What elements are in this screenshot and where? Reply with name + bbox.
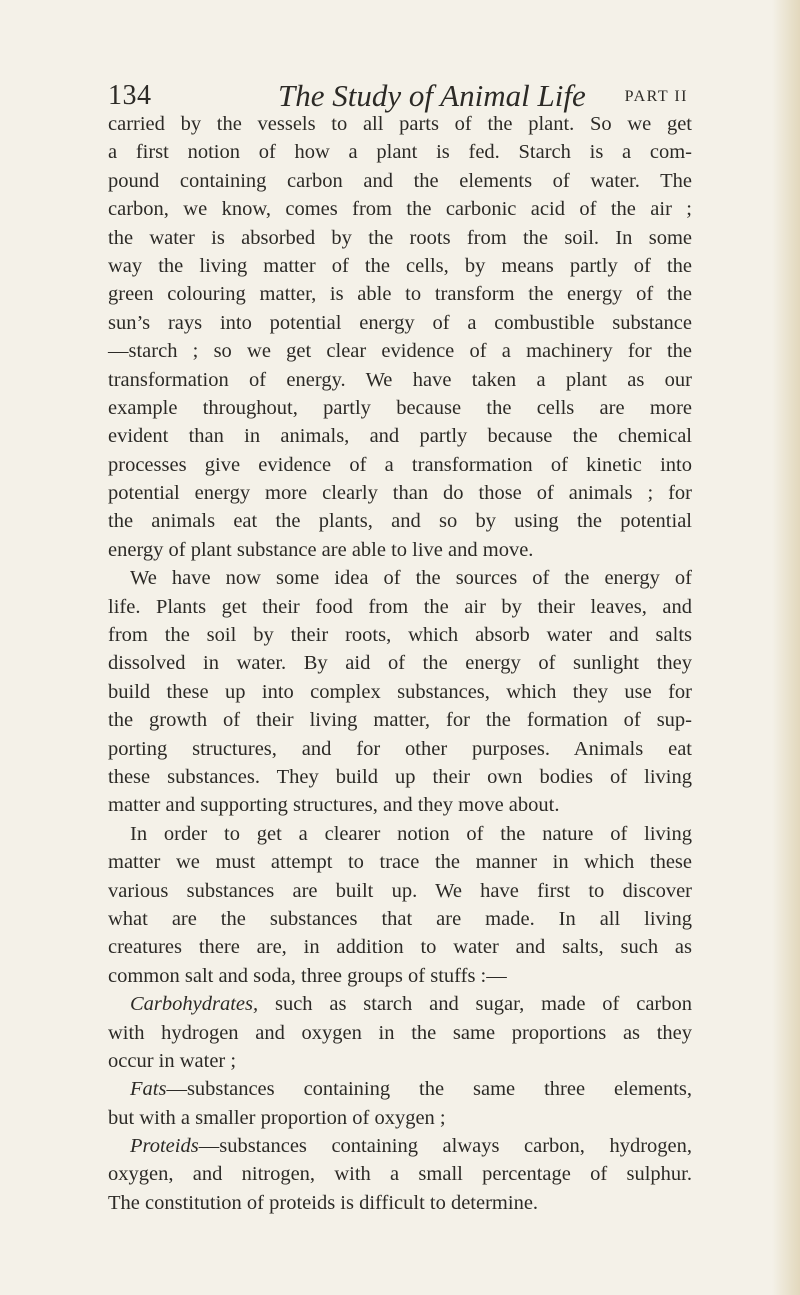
running-title: The Study of Animal Life	[278, 78, 586, 113]
text-line: these substances. They build up their own bodies of living	[108, 765, 692, 788]
text-line: matter we must attempt to trace the manner in which these	[108, 851, 692, 874]
text-line: carried by the vessels to all parts of the plant. So we get	[108, 113, 692, 135]
text-line: —starch ; so we get clear evidence of a machinery for the	[108, 340, 692, 363]
term-fats: Fats	[130, 1078, 167, 1101]
text-line: creatures there are, in addition to water and salts, such as	[108, 936, 692, 959]
body-text	[108, 110, 692, 1217]
text-line: processes give evidence of a transformation of kinetic into	[108, 453, 692, 476]
term-fats-desc: —substances containing the same three elements,	[166, 1078, 692, 1101]
text-line: sun’s rays into potential energy of a combustible substance	[108, 311, 692, 334]
text-line: We have now some idea of the sources of the energy of	[130, 567, 692, 590]
text-line: green colouring matter, is able to transform the energy of the	[108, 283, 692, 306]
text-line: pound containing carbon and the elements of water. The	[108, 169, 692, 192]
text-line: carbon, we know, comes from the carbonic acid of the air ;	[108, 198, 692, 221]
text-line: occur in water ;	[108, 1049, 237, 1072]
text-line: matter and supporting structures, and they move about.	[108, 794, 560, 817]
text-line: with hydrogen and oxygen in the same proportions as they	[108, 1021, 692, 1044]
term-proteids-desc: —substances containing always carbon, hydrogen,	[198, 1135, 692, 1158]
text-line: life. Plants get their food from the air by their leaves, and	[108, 595, 692, 618]
text-line: transformation of energy. We have taken a plant as our	[108, 368, 692, 391]
text-line	[108, 1075, 692, 1103]
text-line: example throughout, partly because the cells are more	[108, 396, 692, 419]
text-line: build these up into complex substances, which they use for	[108, 680, 692, 703]
text-line	[108, 1132, 692, 1160]
text-line: a first notion of how a plant is fed. Starch is a com-	[108, 141, 692, 164]
text-line: In order to get a clearer notion of the nature of living	[130, 822, 692, 845]
text-line: way the living matter of the cells, by means partly of the	[108, 254, 692, 277]
text-line: energy of plant substance are able to live and move.	[108, 538, 534, 561]
page-edge-shadow	[772, 0, 800, 1295]
text-line: from the soil by their roots, which absorb water and salts	[108, 624, 692, 647]
text-line: what are the substances that are made. In all living	[108, 907, 692, 930]
text-line: the water is absorbed by the roots from the soil. In some	[108, 226, 692, 249]
text-line: common salt and soda, three groups of stuffs :—	[108, 964, 507, 987]
text-line: evident than in animals, and partly because the chemical	[108, 425, 692, 448]
text-line: the animals eat the plants, and so by using the potential	[108, 510, 692, 533]
page-number: 134	[108, 80, 152, 111]
text-line: oxygen, and nitrogen, with a small percentage of sulphur.	[108, 1163, 692, 1186]
text-line: porting structures, and for other purposes. Animals eat	[108, 737, 692, 760]
term-carbohydrates: Carbohydrates,	[130, 993, 259, 1016]
text-line: various substances are built up. We have first to discover	[108, 879, 692, 902]
text-line: but with a smaller proportion of oxygen ;	[108, 1106, 446, 1129]
term-proteids: Proteids	[130, 1135, 199, 1158]
part-label: PART II	[624, 88, 688, 105]
text-line: The constitution of proteids is difficult to determine.	[108, 1191, 539, 1214]
term-carbohydrates-desc: such as starch and sugar, made of carbon	[274, 993, 692, 1016]
text-line: dissolved in water. By aid of the energy of sunlight they	[108, 652, 692, 675]
text-line: the growth of their living matter, for the formation of sup-	[108, 709, 692, 732]
text-line	[108, 990, 692, 1018]
text-line: potential energy more clearly than do those of animals ; for	[108, 482, 692, 505]
